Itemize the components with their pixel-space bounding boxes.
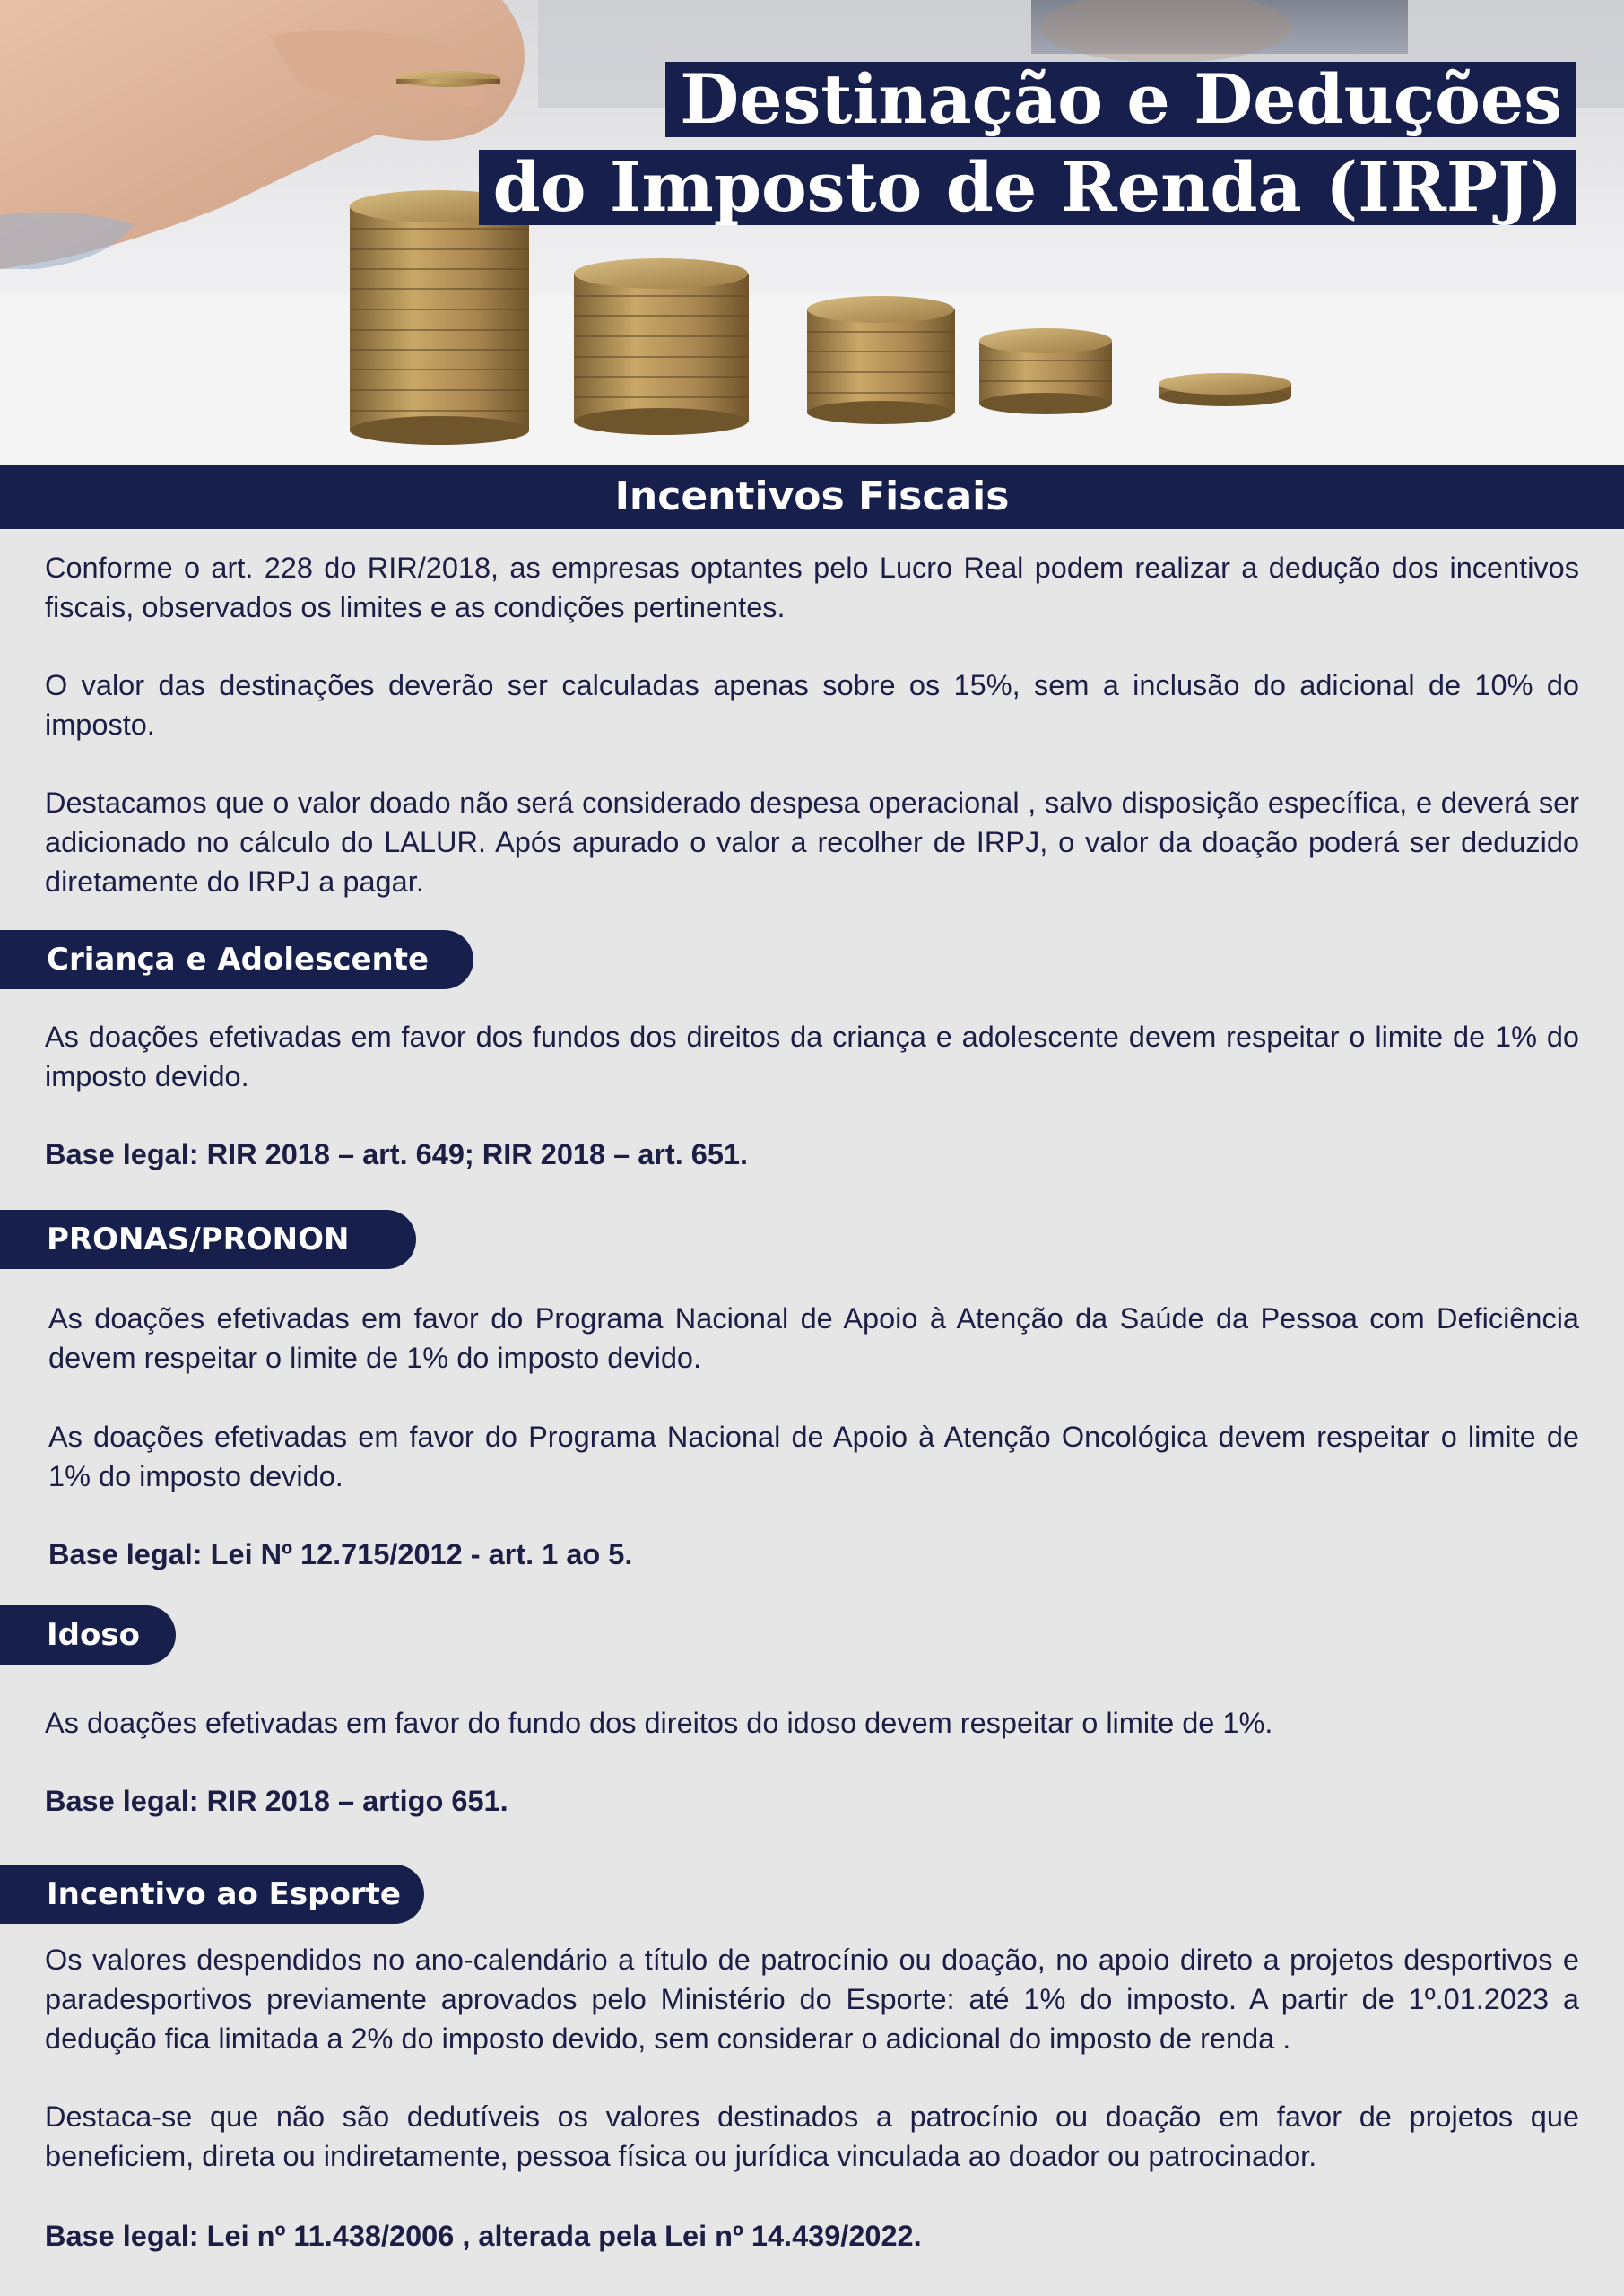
pronas-paragraph-1: As doações efetivadas em favor do Programa Nacional de Apoio à Atenção da Saúde da Pessoa com Deficiência devem respeitar o limite de 1% do imposto devido. — [48, 1302, 1579, 1374]
hero-image — [0, 0, 1624, 465]
title-line-1: Destinação e Deduções — [665, 62, 1576, 137]
coin-stack-2 — [574, 258, 749, 435]
esporte-base-legal: Base legal: Lei nº 11.438/2006 , alterada pela Lei nº 14.439/2022. — [45, 2220, 922, 2252]
esporte-paragraph-1: Os valores despendidos no ano-calendário a título de patrocínio ou doação, no apoio direto a projetos desportivos e paradesportivos previamente aprovados pelo Ministério do Esporte: até 1% do imposto. A partir de 1º.01.2023 a dedução fica limitada a 2% do imposto devido, sem considerar o adicional do imposto de renda . — [45, 1944, 1579, 2055]
pronas-paragraph-2: As doações efetivadas em favor do Programa Nacional de Apoio à Atenção Oncológica devem respeitar o limite de 1% do imposto devido. — [48, 1421, 1579, 1492]
crianca-base-legal: Base legal: RIR 2018 – art. 649; RIR 2018 – art. 651. — [45, 1138, 749, 1170]
coin-stack-4 — [979, 328, 1112, 414]
coin-stack-5 — [1159, 373, 1291, 406]
section-banner: Incentivos Fiscais — [0, 465, 1624, 529]
idoso-base-legal: Base legal: RIR 2018 – artigo 651. — [45, 1785, 508, 1817]
section-header-pronas: PRONAS/PRONON — [0, 1210, 416, 1269]
coin-stack-3 — [807, 296, 955, 424]
title-line-2: do Imposto de Renda (IRPJ) — [479, 150, 1576, 225]
section-header-crianca: Criança e Adolescente — [0, 930, 473, 989]
pronas-base-legal: Base legal: Lei Nº 12.715/2012 - art. 1 ao 5. — [48, 1538, 633, 1570]
intro-paragraph-1: Conforme o art. 228 do RIR/2018, as empresas optantes pelo Lucro Real podem realizar a dedução dos incentivos fiscais, observados os limites e as condições pertinentes. — [45, 552, 1579, 623]
section-header-idoso: Idoso — [0, 1605, 176, 1665]
intro-paragraph-2: O valor das destinações deverão ser calculadas apenas sobre os 15%, sem a inclusão do adicional de 10% do imposto. — [45, 669, 1579, 741]
esporte-paragraph-2: Destaca-se que não são dedutíveis os valores destinados a patrocínio ou doação em favor de projetos que beneficiem, direta ou indiretamente, pessoa física ou jurídica vinculada ao doador ou patrocinador. — [45, 2100, 1579, 2172]
section-header-esporte: Incentivo ao Esporte — [0, 1865, 424, 1924]
idoso-paragraph: As doações efetivadas em favor do fundo dos direitos do idoso devem respeitar o limite de 1%. — [45, 1707, 1273, 1739]
coin-stack-1 — [350, 190, 529, 445]
intro-paragraph-3: Destacamos que o valor doado não será considerado despesa operacional , salvo disposição específica, e deverá ser adicionado no cálculo do LALUR. Após apurado o valor a recolher de IRPJ, o valor da doação poderá ser deduzido diretamente do IRPJ a pagar. — [45, 787, 1579, 898]
crianca-paragraph: As doações efetivadas em favor dos fundos dos direitos da criança e adolescente devem respeitar o limite de 1% do imposto devido. — [45, 1021, 1579, 1092]
